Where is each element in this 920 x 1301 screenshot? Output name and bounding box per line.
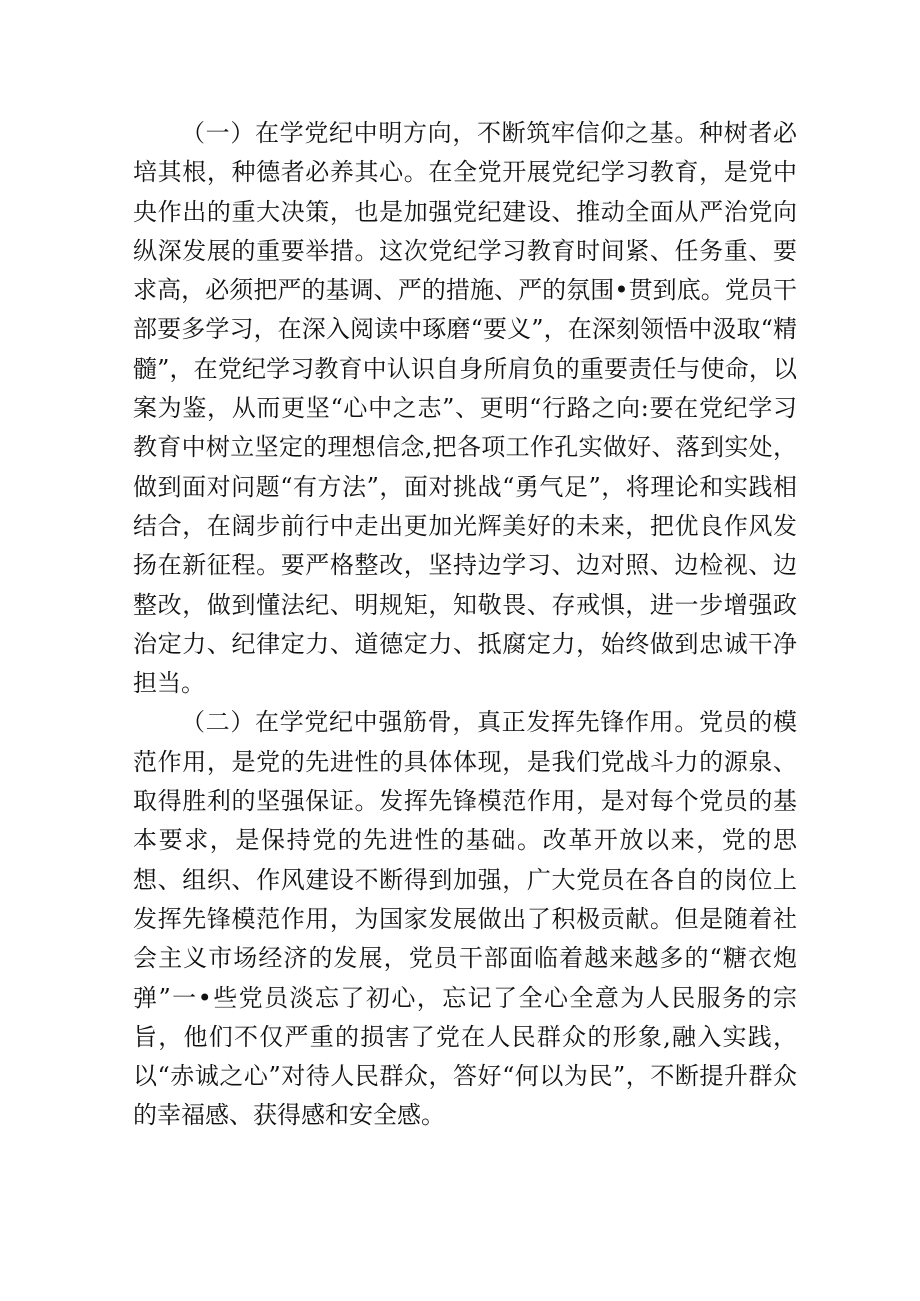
paragraph-2: （二）在学党纪中强筋骨，真正发挥先锋作用。党员的模范作用，是党的先进性的具体体现，是我们党战斗力的源泉、取得胜利的坚强保证。发挥先锋模范作用，是对每个党员的基本要求，是保持党的先进性的基础。改革开放以来，党的思想、组织、作风建设不断得到加强，广大党员在各自的岗位上发挥先锋模范作用，为国家发展做出了积极贡献。但是随着社会主义市场经济的发展，党员干部面临着越来越多的“糖衣炮弹”一•些党员淡忘了初心，忘记了全心全意为人民服务的宗旨，他们不仅严重的损害了党在人民群众的形象,融入实践，以“赤诚之心”对待人民群众，答好“何以为民”，不断提升群众的幸福感、获得感和安全感。 xyxy=(133,708,797,1130)
document-body xyxy=(133,114,797,1136)
paragraph-1: （一）在学党纪中明方向，不断筑牢信仰之基。种树者必培其根，种德者必养其心。在全党开展党纪学习教育，是党中央作出的重大决策，也是加强党纪建设、推动全面从严治党向纵深发展的重要举措。这次党纪学习教育时间紧、任务重、要求高，必须把严的基调、严的措施、严的氛围•贯到底。党员干部要多学习，在深入阅读中琢磨“要义”，在深刻领悟中汲取“精髓”，在党纪学习教育中认识自身所肩负的重要责任与使命，以案为鉴，从而更坚“心中之志”、更明“行路之向:要在党纪学习教育中树立坚定的理想信念,把各项工作孔实做好、落到实处，做到面对问题“有方法”，面对挑战“勇气足”，将理论和实践相结合，在阔步前行中走出更加光辉美好的未来，把优良作风发扬在新征程。要严格整改，坚持边学习、边对照、边检视、边整改，做到懂法纪、明规矩，知敬畏、存戒惧，进一步增强政治定力、纪律定力、道德定力、抵腐定力，始终做到忠诚干净担当。 xyxy=(133,119,797,698)
